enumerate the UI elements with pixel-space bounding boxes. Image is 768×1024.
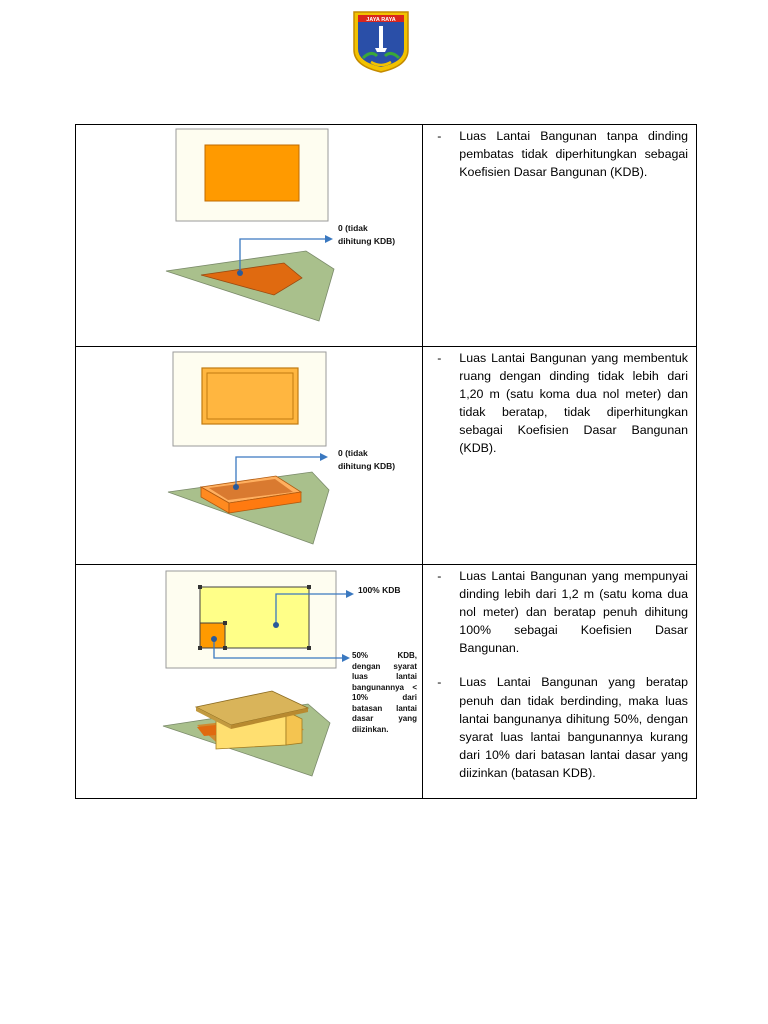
description-cell [423, 125, 697, 347]
list-item [423, 673, 696, 782]
jakarta-crest-logo [351, 10, 411, 74]
callout-half-label: 50% KDB, dengan syarat luas lantai bangunannya < 10% dari batasan lantai dasar yang diizinkan. [352, 651, 417, 734]
kdb-table [75, 124, 697, 799]
callout-line: 0 (tidak [338, 223, 368, 233]
figure-cell [76, 565, 423, 799]
callout-full-label: 100% KDB [358, 585, 401, 595]
list-item [423, 127, 696, 181]
description-cell [423, 347, 697, 565]
figure-cell [76, 347, 423, 565]
callout-dot [273, 622, 279, 628]
figure-cell [76, 125, 423, 347]
bullet-dash: - [437, 675, 442, 690]
item-text: Luas Lantai Bangunan tanpa dinding pembatas tidak diperhitungkan sebagai Koefisien Dasar Bangunan (KDB). [459, 129, 688, 180]
callout-dot [237, 270, 243, 276]
bullet-dash: - [437, 351, 442, 365]
list-item [423, 349, 696, 458]
callout-dot [211, 636, 217, 642]
logo-text: JAYA RAYA [366, 17, 396, 23]
callout-line: 0 (tidak [338, 448, 368, 458]
description-cell [423, 565, 697, 799]
plan-outer-wall [202, 368, 298, 424]
bullet-dash: - [437, 569, 442, 583]
callout-label [338, 222, 395, 248]
bullet-dash: - [437, 129, 442, 143]
callout-dot [233, 484, 239, 490]
item-text: Luas Lantai Bangunan yang beratap penuh dan tidak berdinding, maka luas lantai bangunanya dihitung 50%, dengan syarat luas lantai bangunannya kurang dari 10% dari batasan lantai dasar yang diizinkan (batasan KDB). [459, 675, 688, 780]
item-text: Luas Lantai Bangunan yang mempunyai dinding lebih dari 1,2 m (satu koma dua nol meter) dan beratap penuh dihitung 100% sebagai Koefisien Dasar Bangunan. [459, 569, 688, 656]
plan-canopy [200, 623, 225, 648]
plan-floor [205, 145, 299, 201]
table-row [76, 347, 697, 565]
table-row [76, 125, 697, 347]
table-row [76, 565, 697, 799]
callout-label [338, 447, 395, 473]
callout-line: dihitung KDB) [338, 461, 396, 471]
list-item [423, 567, 696, 657]
callout-line: dihitung KDB) [338, 236, 396, 246]
item-text: Luas Lantai Bangunan yang membentuk ruang dengan dinding tidak lebih dari 1,20 m (satu koma dua nol meter) dan tidak beratap, tidak diperhitungkan sebagai Koefisien Dasar Bangunan (KDB). [459, 351, 688, 456]
